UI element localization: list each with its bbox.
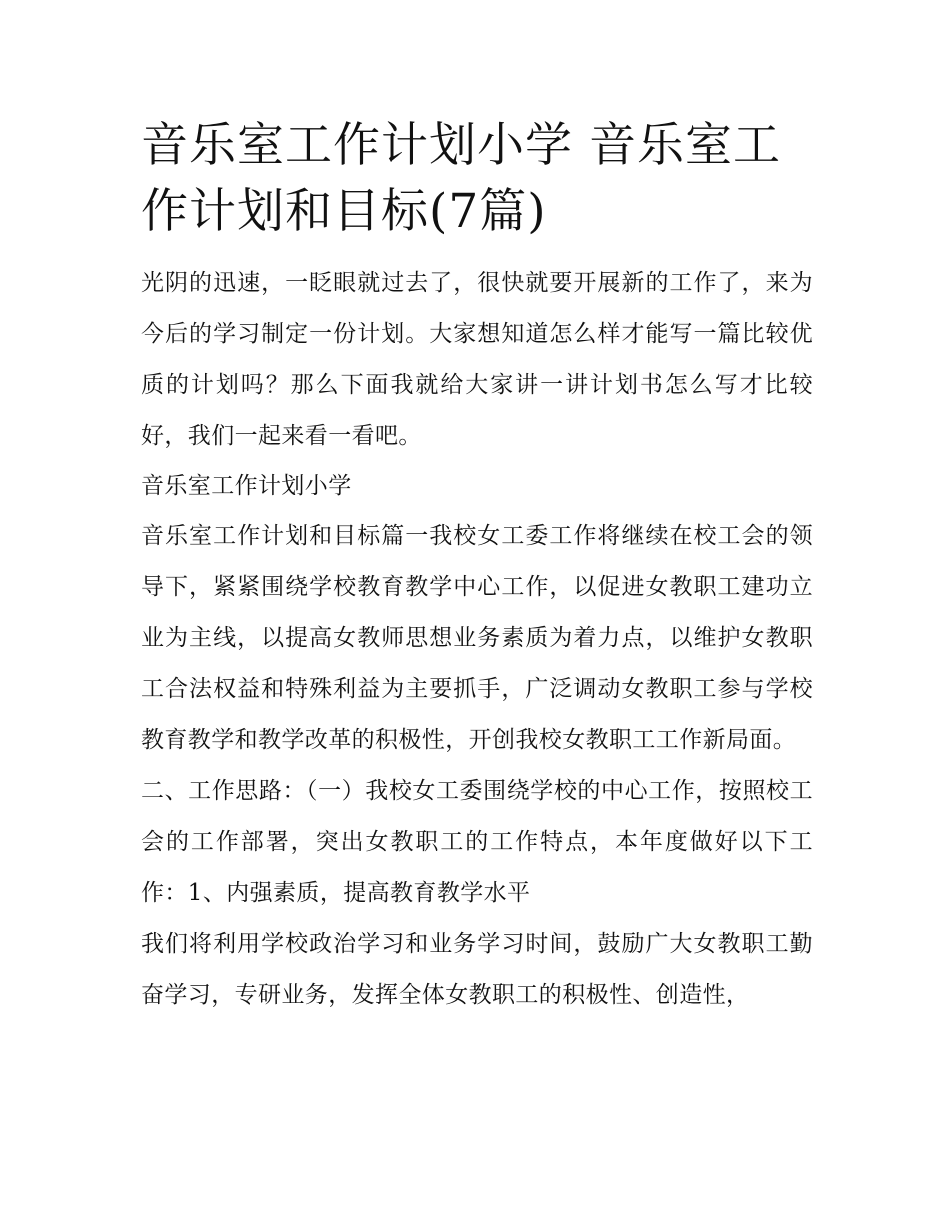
document-title: 音乐室工作计划小学 音乐室工作计划和目标(7篇) [141, 118, 781, 239]
document-body [141, 113, 813, 1021]
paragraph-intro: 光阴的迅速，一眨眼就过去了，很快就要开展新的工作了，来为今后的学习制定一份计划。大家想知道怎么样才能写一篇比较优质的计划吗？那么下面我就给大家讲一讲计划书怎么写才比较好，我们一起来看一看吧。 [141, 270, 813, 449]
paragraph-work-approach: 二、工作思路：（一）我校女工委围绕学校的中心工作，按照校工会的工作部署，突出女教职工的工作特点，本年度做好以下工作：1、内强素质，提高教育教学水平 [141, 778, 813, 906]
paragraph-part-one: 音乐室工作计划和目标篇一我校女工委工作将继续在校工会的领导下，紧紧围绕学校教育教学中心工作，以促进女教职工建功立业为主线，以提高女教师思想业务素质为着力点，以维护女教职工合法权益和特殊利益为主要抓手，广泛调动女教职工参与学校教育教学和教学改革的积极性，开创我校女教职工工作新局面。 [141, 523, 813, 753]
paragraph-study-plan: 我们将利用学校政治学习和业务学习时间，鼓励广大女教职工勤奋学习，专研业务，发挥全体女教职工的积极性、创造性， [141, 931, 813, 1008]
paragraph-subheading: 音乐室工作计划小学 [141, 473, 352, 499]
